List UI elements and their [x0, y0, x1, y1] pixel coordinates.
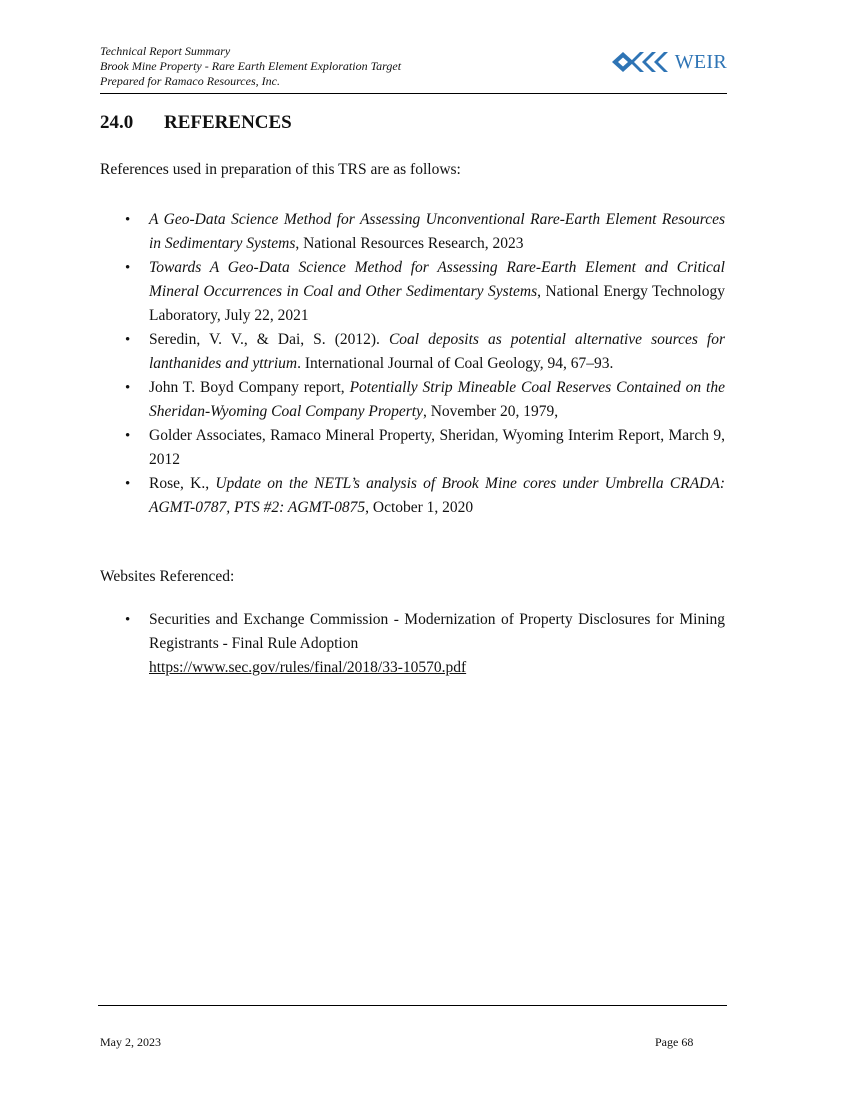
- page-header: [100, 44, 727, 94]
- header-line-client: Prepared for Ramaco Resources, Inc.: [100, 74, 280, 88]
- page-number: Page 68: [655, 1035, 694, 1049]
- section-title: [100, 112, 292, 134]
- header-line-report-type: Technical Report Summary: [100, 44, 231, 58]
- footer-date: May 2, 2023: [100, 1035, 161, 1049]
- websites-heading: Websites Referenced:: [100, 568, 235, 585]
- website-link[interactable]: https://www.sec.gov/rules/final/2018/33-10570.pdf: [149, 659, 467, 676]
- section-heading: REFERENCES: [164, 112, 292, 133]
- section-number: 24.0: [100, 112, 134, 133]
- reference-list: [149, 208, 725, 520]
- chevron-diamonds-icon: [612, 50, 674, 74]
- reference-item: • John T. Boyd Company report, Potentially Strip Mineable Coal Reserves Contained on the Sheridan-Wyoming Coal Company Property, November 20, 1979,: [149, 376, 725, 424]
- website-list: [149, 608, 725, 680]
- footer-divider: [98, 1005, 727, 1006]
- reference-item: • Towards A Geo-Data Science Method for Assessing Rare-Earth Element and Critical Mineral Occurrences in Coal and Other Sedimentary Systems, National Energy Technology Laboratory, July 22, 2021: [149, 256, 725, 328]
- reference-item: • A Geo-Data Science Method for Assessing Unconventional Rare-Earth Element Resources in Sedimentary Systems, National Resources Research, 2023: [149, 208, 725, 256]
- reference-item: • Golder Associates, Ramaco Mineral Property, Sheridan, Wyoming Interim Report, March 9, 2012: [149, 424, 725, 472]
- reference-item: • Rose, K., Update on the NETL’s analysis of Brook Mine cores under Umbrella CRADA: AGMT-0787, PTS #2: AGMT-0875, October 1, 2020: [149, 472, 725, 520]
- website-item: [149, 608, 725, 680]
- reference-item: • Seredin, V. V., & Dai, S. (2012). Coal deposits as potential alternative sources for lanthanides and yttrium. International Journal of Coal Geology, 94, 67–93.: [149, 328, 725, 376]
- header-line-property: Brook Mine Property - Rare Earth Element Exploration Target: [100, 59, 402, 73]
- logo-text: WEIR: [674, 51, 727, 73]
- weir-logo: [612, 50, 727, 74]
- website-description: Securities and Exchange Commission - Modernization of Property Disclosures for Mining Registrants - Final Rule Adoption: [149, 611, 725, 652]
- intro-text: References used in preparation of this TRS are as follows:: [100, 161, 461, 178]
